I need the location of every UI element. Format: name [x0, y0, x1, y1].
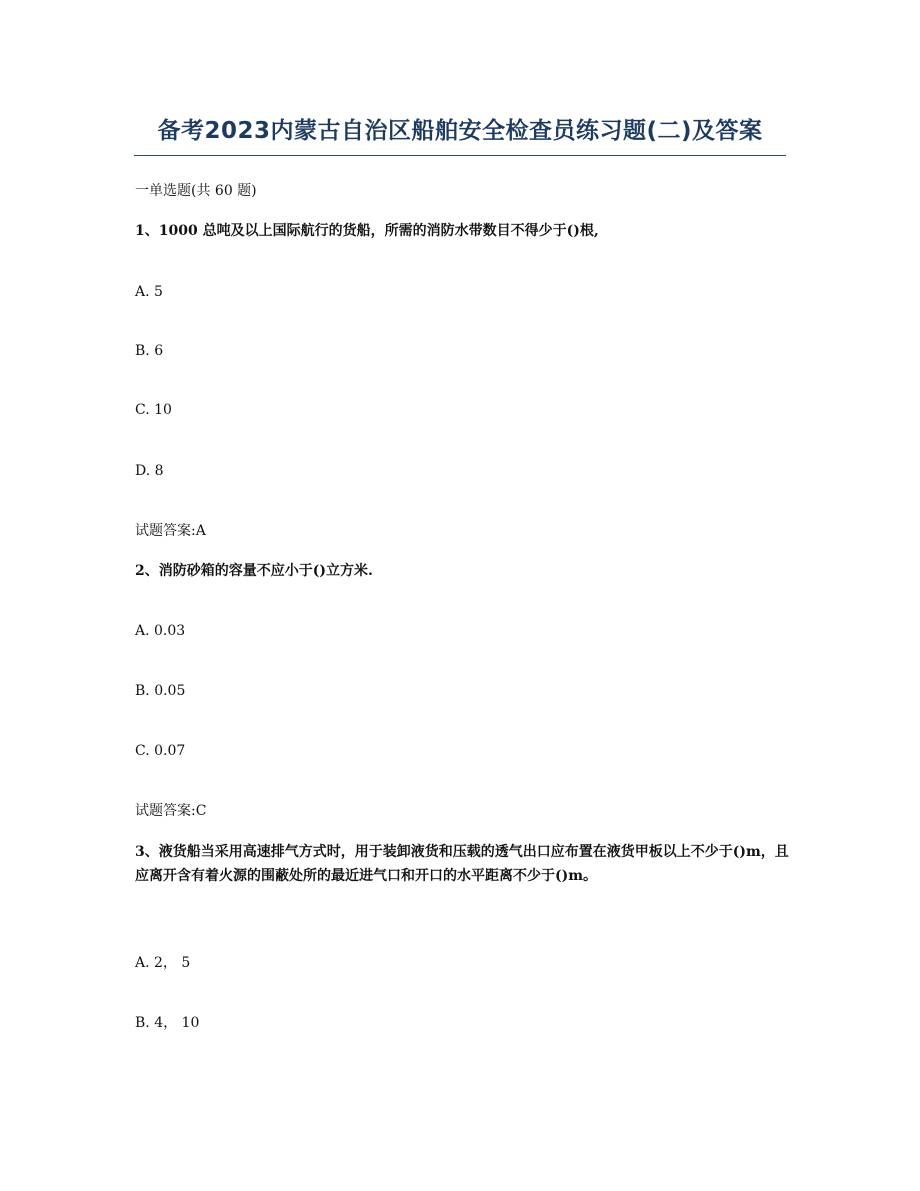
question-1-option-c: C. 10 [135, 402, 172, 418]
question-2-stem: 2、消防砂箱的容量不应小于()立方米. [135, 563, 373, 579]
section-heading: 一单选题(共 60 题) [135, 183, 257, 199]
question-3-option-a: A. 2， 5 [135, 955, 191, 971]
question-1-answer: 试题答案:A [135, 523, 206, 539]
question-3-option-b: B. 4， 10 [135, 1015, 200, 1031]
question-1-option-b: B. 6 [135, 343, 164, 359]
question-3-stem: 3、液货船当采用高速排气方式时，用于装卸液货和压载的透气出口应布置在液货甲板以上不少于()m，且应离开含有着火源的围蔽处所的最近进气口和开口的水平距离不少于()m。 [135, 844, 789, 884]
question-2-option-b: B. 0.05 [135, 683, 186, 699]
question-1-option-d: D. 8 [135, 463, 164, 479]
document-title: 备考2023内蒙古自治区船舶安全检查员练习题(二)及答案 [157, 118, 763, 144]
question-1-stem: 1、1000 总吨及以上国际航行的货船，所需的消防水带数目不得少于()根, [135, 223, 599, 239]
title-divider [134, 155, 786, 156]
question-2-option-a: A. 0.03 [135, 623, 186, 639]
question-2-option-c: C. 0.07 [135, 743, 186, 759]
question-2-answer: 试题答案:C [135, 803, 207, 819]
question-1-option-a: A. 5 [135, 284, 163, 300]
